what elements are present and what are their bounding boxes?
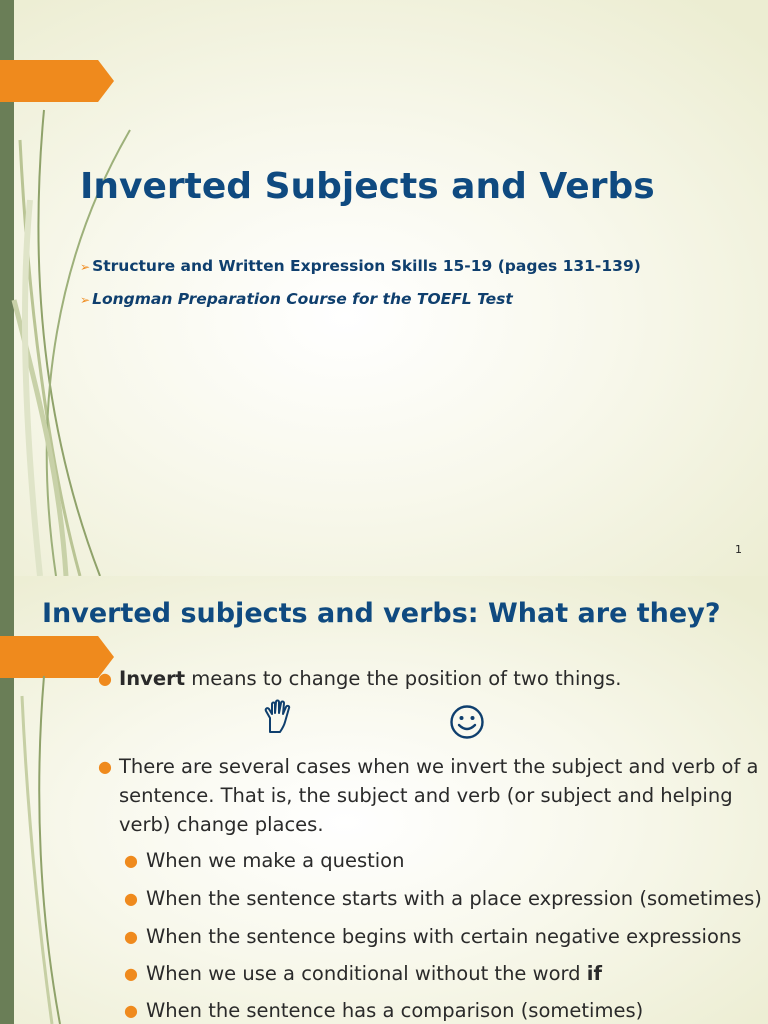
hand-icon (262, 698, 296, 738)
subtitle-book-title: ➢ Longman Preparation Course for the TOEFL Test (80, 290, 513, 308)
orange-arrow-tab (0, 60, 114, 102)
arrow-bullet-icon: ➢ (80, 260, 91, 274)
page-number: 1 (735, 543, 742, 556)
slide-title: Inverted subjects and verbs: What are they? (42, 598, 721, 629)
bullet-dot-icon: ● (124, 964, 138, 983)
bullet-dot-icon: ● (98, 669, 112, 688)
bullet-dot-icon: ● (124, 889, 138, 908)
arrow-bullet-icon: ➢ (80, 293, 91, 307)
bullet-dot-icon: ● (98, 757, 112, 776)
bullet-dot-icon: ● (124, 851, 138, 870)
content-slide: Inverted subjects and verbs: What are they? ● Invert means to change the position of two things. ● There are several cases when we invert the subject and verb of a sentence. That is, the subject and verb (or subject and helping verb) change places. ● When we make a question ● When the sentence starts with a place expression (sometimes) ● When the sentence begins with certain negative expressions ● When we use a conditional without the word if ● When the sentence has a comparison (sometimes) (0, 576, 768, 1024)
smiley-icon (449, 704, 485, 744)
bullet-dot-icon: ● (124, 927, 138, 946)
bullet-dot-icon: ● (124, 1001, 138, 1020)
slide-title: Inverted Subjects and Verbs (80, 166, 655, 207)
subtitle-course-skills: ➢ Structure and Written Expression Skills 15-19 (pages 131-139) (80, 257, 641, 275)
orange-arrow-tab (0, 636, 114, 678)
